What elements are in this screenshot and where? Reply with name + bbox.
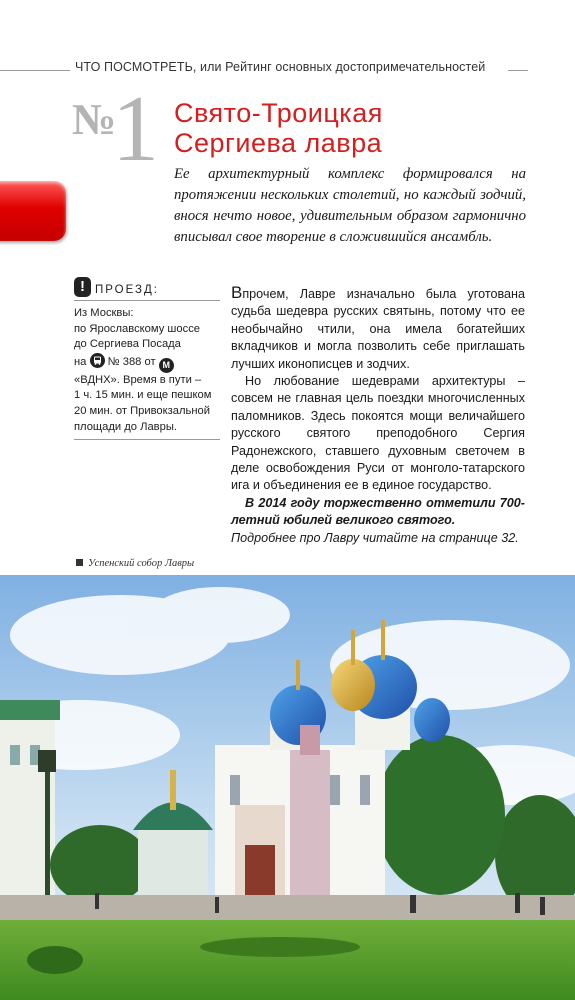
title-line-1: Свято-Троицкая (174, 98, 383, 128)
jubilee-note: В 2014 году торжественно отметили 700-летний юбилей великого святого. (231, 495, 525, 528)
paragraph-1-text: прочем, Лавре изначально была уготована судьба шедевра русских святынь, потому что ее необычайно чтили, она имела богатейших вкладчиков и могла позволить себе приглашать лучших иконописцев и зодчих. (231, 287, 525, 371)
route-line: по Ярославскому шоссе (74, 322, 201, 335)
entry-number (72, 77, 167, 181)
route-line (74, 353, 220, 373)
title-line-2: Сергиева лавра (174, 128, 383, 158)
cathedral-photo (0, 575, 575, 1000)
lawn (0, 920, 575, 1000)
route-line: до Сергиева Посада (74, 338, 181, 351)
caption-bullet (76, 559, 83, 566)
flowerbed (200, 937, 360, 957)
page-reference: Подробнее про Лавру читайте на странице 32. (231, 530, 519, 545)
drop-letter: В (231, 283, 243, 302)
article-body (231, 284, 525, 547)
page-title (174, 98, 383, 158)
number-digit: 1 (112, 77, 159, 181)
red-tab-marker (0, 181, 66, 241)
route-title: ПРОЕЗД: (95, 284, 159, 296)
route-line-part: № 388 от (107, 355, 156, 368)
number-sign: № (72, 95, 117, 144)
route-line: площади до Лавры. (74, 420, 177, 433)
route-line-part: на (74, 355, 87, 368)
metro-icon: M (159, 358, 174, 373)
paragraph-2: Но любование шедеврами архитектуры – совсем не главная цель поездки многочисленных паломников. Здесь покоятся мощи величайшего русского святого преподобного Сергия Радонежского, ставшего духовным светочем в деле освобождения Руси от монголо-татарского ига и объединения ее в единое государство. (231, 374, 525, 493)
route-line: Из Москвы: (74, 307, 134, 319)
caption-text: Успенский собор Лавры (88, 558, 195, 569)
route-info-box (74, 276, 220, 440)
intro-paragraph: Ее архитектурный комплекс формировался на протяжении нескольких столетий, но каждый зодчий, внося нечто новое, удивительным образом гармонично вписывал свое творение в сложившийся ансамбль. (174, 166, 526, 245)
section-title: ЧТО ПОСМОТРЕТЬ, или Рейтинг основных достопримечательностей (75, 60, 486, 74)
route-line: «ВДНХ». Время в пути – (74, 373, 202, 386)
header-rule-left (0, 70, 70, 71)
route-header (74, 276, 220, 301)
exclamation-icon: ! (74, 277, 91, 297)
route-line: 20 мин. от Привокзальной (74, 404, 211, 417)
left-building (0, 700, 60, 905)
route-text (74, 306, 220, 440)
route-line: 1 ч. 15 мин. и еще пешком (74, 389, 212, 402)
paragraph-1 (231, 284, 525, 373)
shrub (27, 946, 83, 974)
header-rule-right (508, 70, 528, 71)
bus-icon (90, 353, 105, 368)
photo-caption (76, 558, 194, 569)
